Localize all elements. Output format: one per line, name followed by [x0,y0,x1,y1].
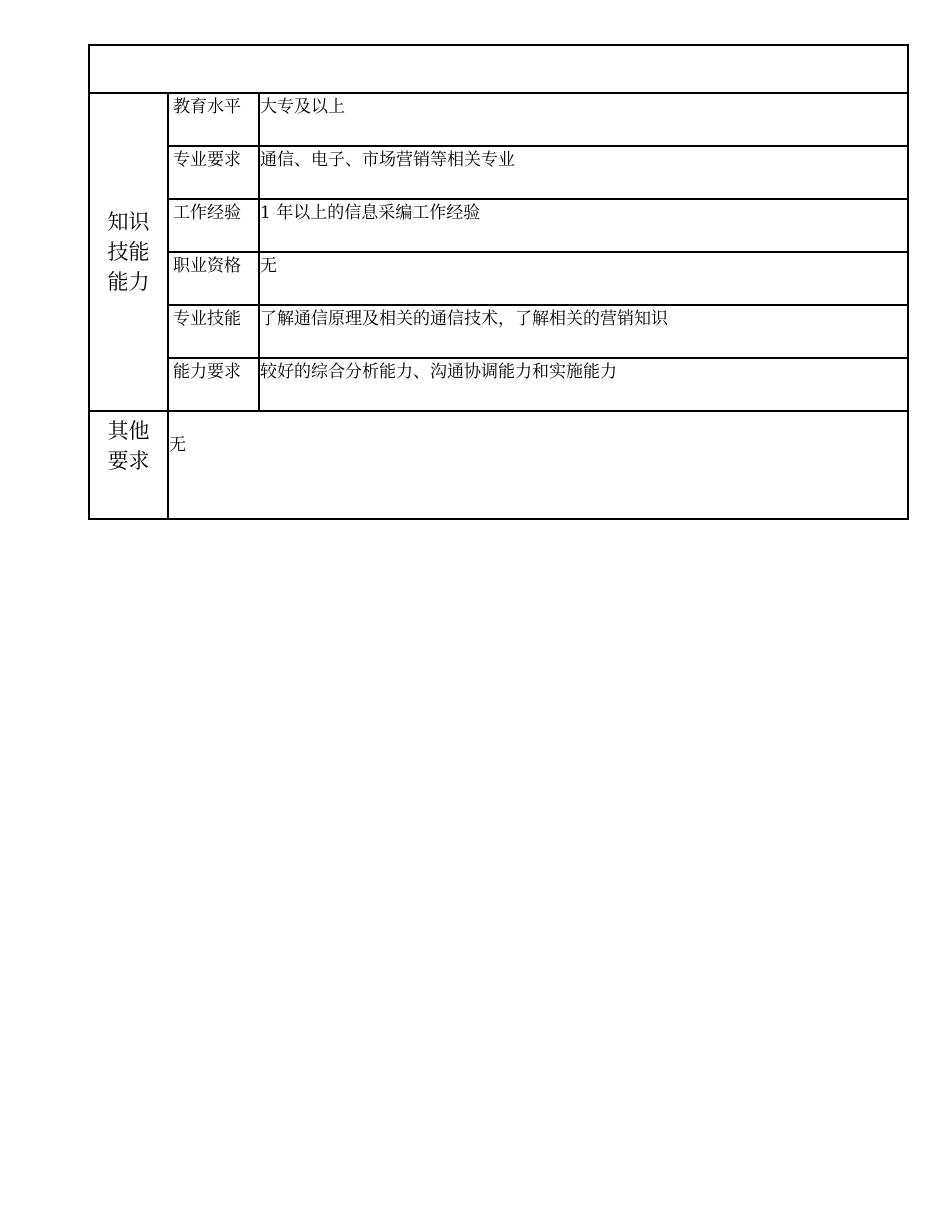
value-major: 通信、电子、市场营销等相关专业 [259,146,908,199]
header-cell [89,45,908,93]
category-line: 能力 [107,270,150,294]
category-line: 知识 [107,210,150,234]
label-major: 专业要求 [168,146,259,199]
table-row [89,411,908,519]
value-other: 无 [168,411,908,519]
category-line: 技能 [107,240,150,264]
category-knowledge-skills [89,93,168,411]
category-line: 其他 [107,419,150,443]
label-experience: 工作经验 [168,199,259,252]
value-experience: 1 年以上的信息采编工作经验 [259,199,908,252]
value-qualification: 无 [259,252,908,305]
category-line: 要求 [107,449,150,473]
table-row [89,305,908,358]
label-qualification: 职业资格 [168,252,259,305]
table-row [89,93,908,146]
value-professional-skills: 了解通信原理及相关的通信技术，了解相关的营销知识 [259,305,908,358]
label-ability: 能力要求 [168,358,259,411]
table-row [89,146,908,199]
label-professional-skills: 专业技能 [168,305,259,358]
label-education: 教育水平 [168,93,259,146]
requirements-table [88,44,909,520]
value-education: 大专及以上 [259,93,908,146]
table-row [89,252,908,305]
value-ability: 较好的综合分析能力、沟通协调能力和实施能力 [259,358,908,411]
table-row [89,199,908,252]
category-other [89,411,168,519]
header-row [89,45,908,93]
table-row [89,358,908,411]
